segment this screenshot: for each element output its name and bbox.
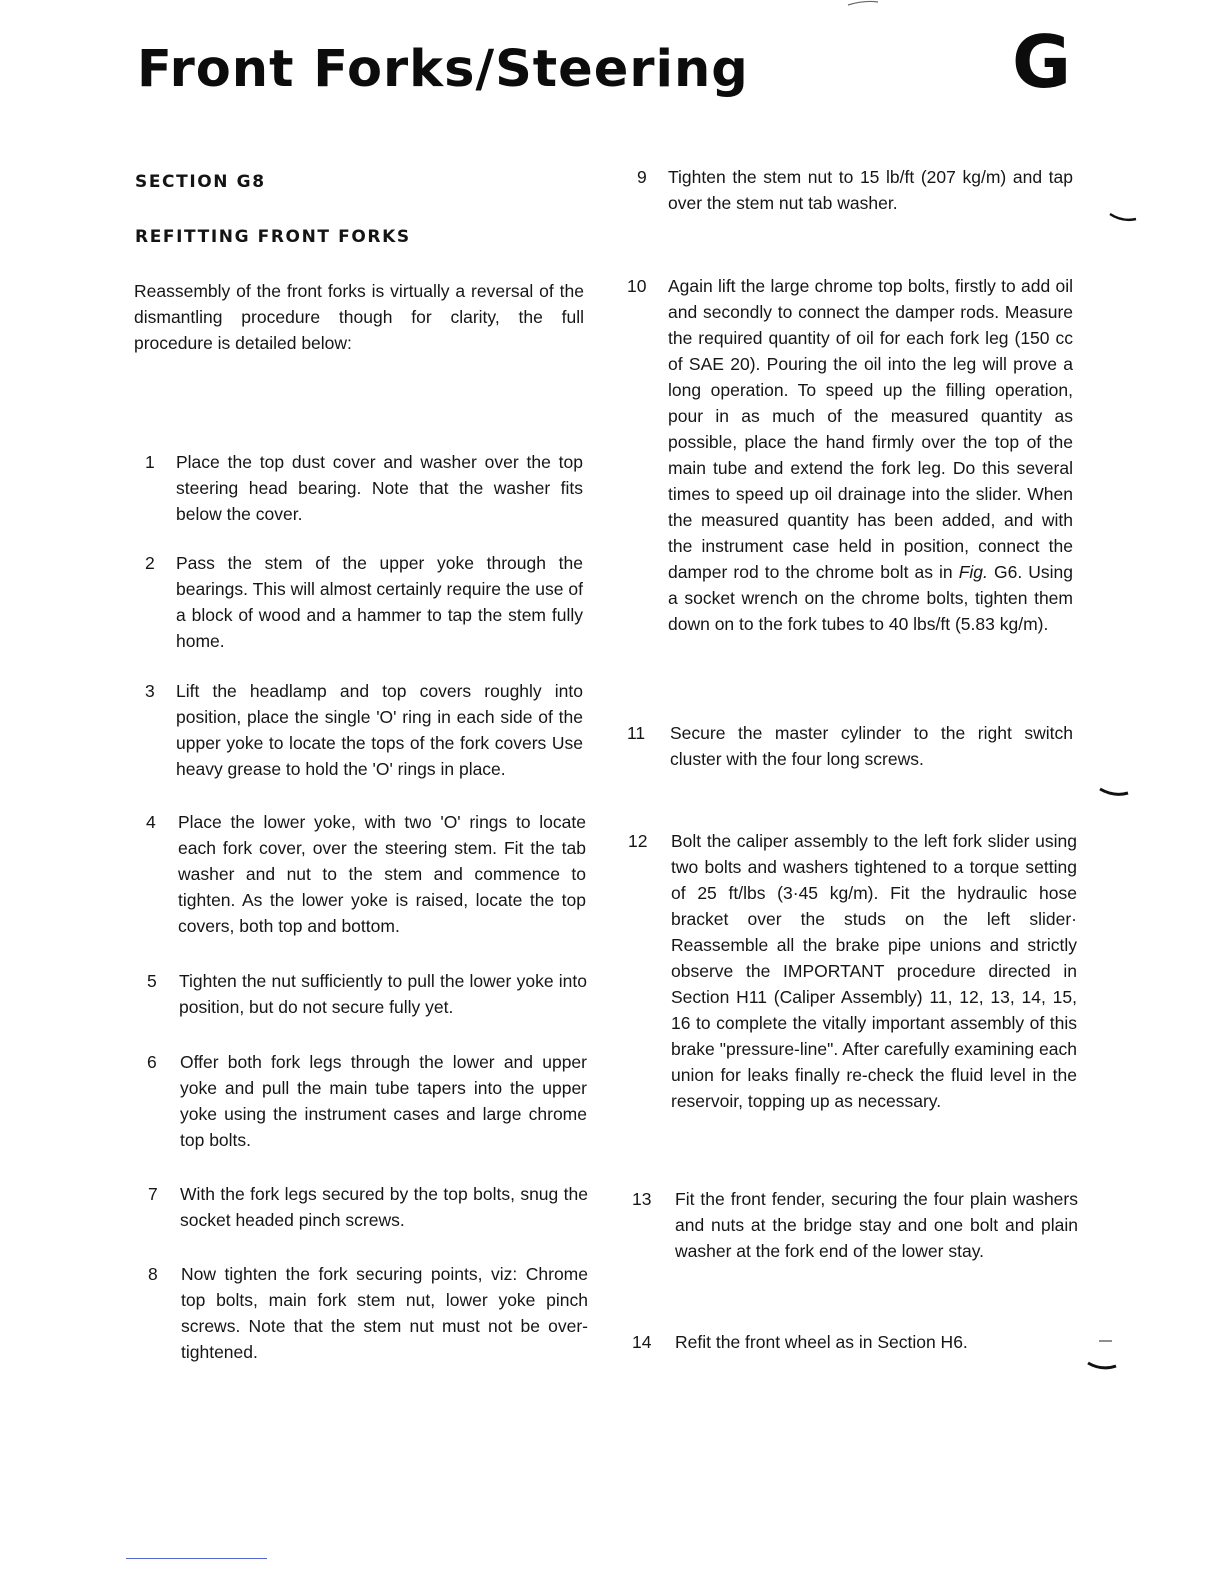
intro-paragraph: Reassembly of the front forks is virtually a reversal of the dismantling procedure though for clarity, the full procedure is detailed below: [134, 281, 584, 353]
step-number: 1 [145, 452, 155, 472]
scan-mark [1086, 1360, 1118, 1374]
step-text: Pass the stem of the upper yoke through the bearings. This will almost certainly require the use of a block of wood and a hammer to tap the stem fully home. [176, 553, 583, 651]
scan-mark [1108, 210, 1138, 224]
step-number: 7 [148, 1184, 158, 1204]
step-number: 2 [145, 553, 155, 573]
step-text: Tighten the nut sufficiently to pull the lower yoke into position, but do not secure fully yet. [179, 971, 587, 1017]
step-text: Fit the front fender, securing the four plain washers and nuts at the bridge stay and one bolt and plain washer at the fork end of the lower stay. [675, 1189, 1078, 1261]
step-text: Offer both fork legs through the lower and upper yoke and pull the main tube tapers into the upper yoke using the instrument cases and large chrome top bolts. [180, 1052, 587, 1150]
footer-rule [126, 1558, 267, 1559]
step-text: Lift the headlamp and top covers roughly into position, place the single 'O' ring in each side of the upper yoke to locate the tops of the fork covers Use heavy grease to hold the 'O' rings in place. [176, 681, 583, 779]
step-text: Place the lower yoke, with two 'O' rings to locate each fork cover, over the steering stem. Fit the tab washer and nut to the stem and commence to tighten. As the lower yoke is raised, locate the top covers, both top and bottom. [178, 812, 586, 936]
scan-mark [1098, 786, 1130, 800]
step-number: 8 [148, 1264, 158, 1284]
step-text: Refit the front wheel as in Section H6. [675, 1332, 968, 1352]
step-number: 11 [627, 723, 646, 743]
step-text: With the fork legs secured by the top bolts, snug the socket headed pinch screws. [180, 1184, 588, 1230]
step-text-part: G6. Using a socket wrench on the chrome bolts, tighten them down on to the fork tubes to 40 lbs/ft (5.83 kg/m). [668, 562, 1073, 634]
scan-mark [846, 0, 880, 8]
step-text: Secure the master cylinder to the right switch cluster with the four long screws. [670, 723, 1073, 769]
section-letter: G [1012, 20, 1072, 104]
step-number: 5 [147, 971, 157, 991]
step-text: Place the top dust cover and washer over the top steering head bearing. Note that the washer fits below the cover. [176, 452, 583, 524]
step-text: Now tighten the fork securing points, viz: Chrome top bolts, main fork stem nut, lower yoke pinch screws. Note that the stem nut must not be over-tightened. [181, 1264, 588, 1362]
step-text: Bolt the caliper assembly to the left fork slider using two bolts and washers tightened to a torque setting of 25 ft/lbs (3·45 kg/m). Fit the hydraulic hose bracket over the studs on the left slider· Reassemble all the brake pipe unions and strictly observe the IMPORTANT procedure directed in Section H11 (Caliper Assembly) 11, 12, 13, 14, 15, 16 to complete the vitally important assembly of this brake "pressure-line". After carefully examining each union for leaks finally re-check the fluid level in the reservoir, topping up as necessary. [671, 831, 1077, 1111]
step-number: 12 [628, 831, 648, 851]
step-number: 10 [627, 276, 647, 296]
step-text: Tighten the stem nut to 15 lb/ft (207 kg/m) and tap over the stem nut tab washer. [668, 167, 1073, 213]
step-text [668, 273, 1073, 637]
step-text-part: Again lift the large chrome top bolts, firstly to add oil and secondly to connect the damper rods. Measure the required quantity of oil for each fork leg (150 cc of SAE 20). Pouring the oil into the leg will prove a long operation. To speed up the filling operation, pour in as much of the measured quantity as possible, place the hand firmly over the top of the main tube and extend the fork leg. Do this several times to speed up oil drainage into the slider. When the measured quantity has been added, and with the instrument case held in position, connect the damper rod to the chrome bolt as in [668, 276, 1073, 582]
step-number: 3 [145, 681, 155, 701]
step-number: 13 [632, 1189, 652, 1209]
step-number: 6 [147, 1052, 157, 1072]
scan-mark [1098, 1338, 1114, 1344]
page-title: Front Forks/Steering [137, 40, 749, 99]
step-number: 4 [146, 812, 156, 832]
step-number: 14 [632, 1332, 652, 1352]
step-number: 9 [637, 167, 647, 187]
section-label: SECTION G8 [135, 172, 266, 192]
section-title: REFITTING FRONT FORKS [135, 227, 411, 247]
figure-reference: Fig. [958, 562, 988, 582]
